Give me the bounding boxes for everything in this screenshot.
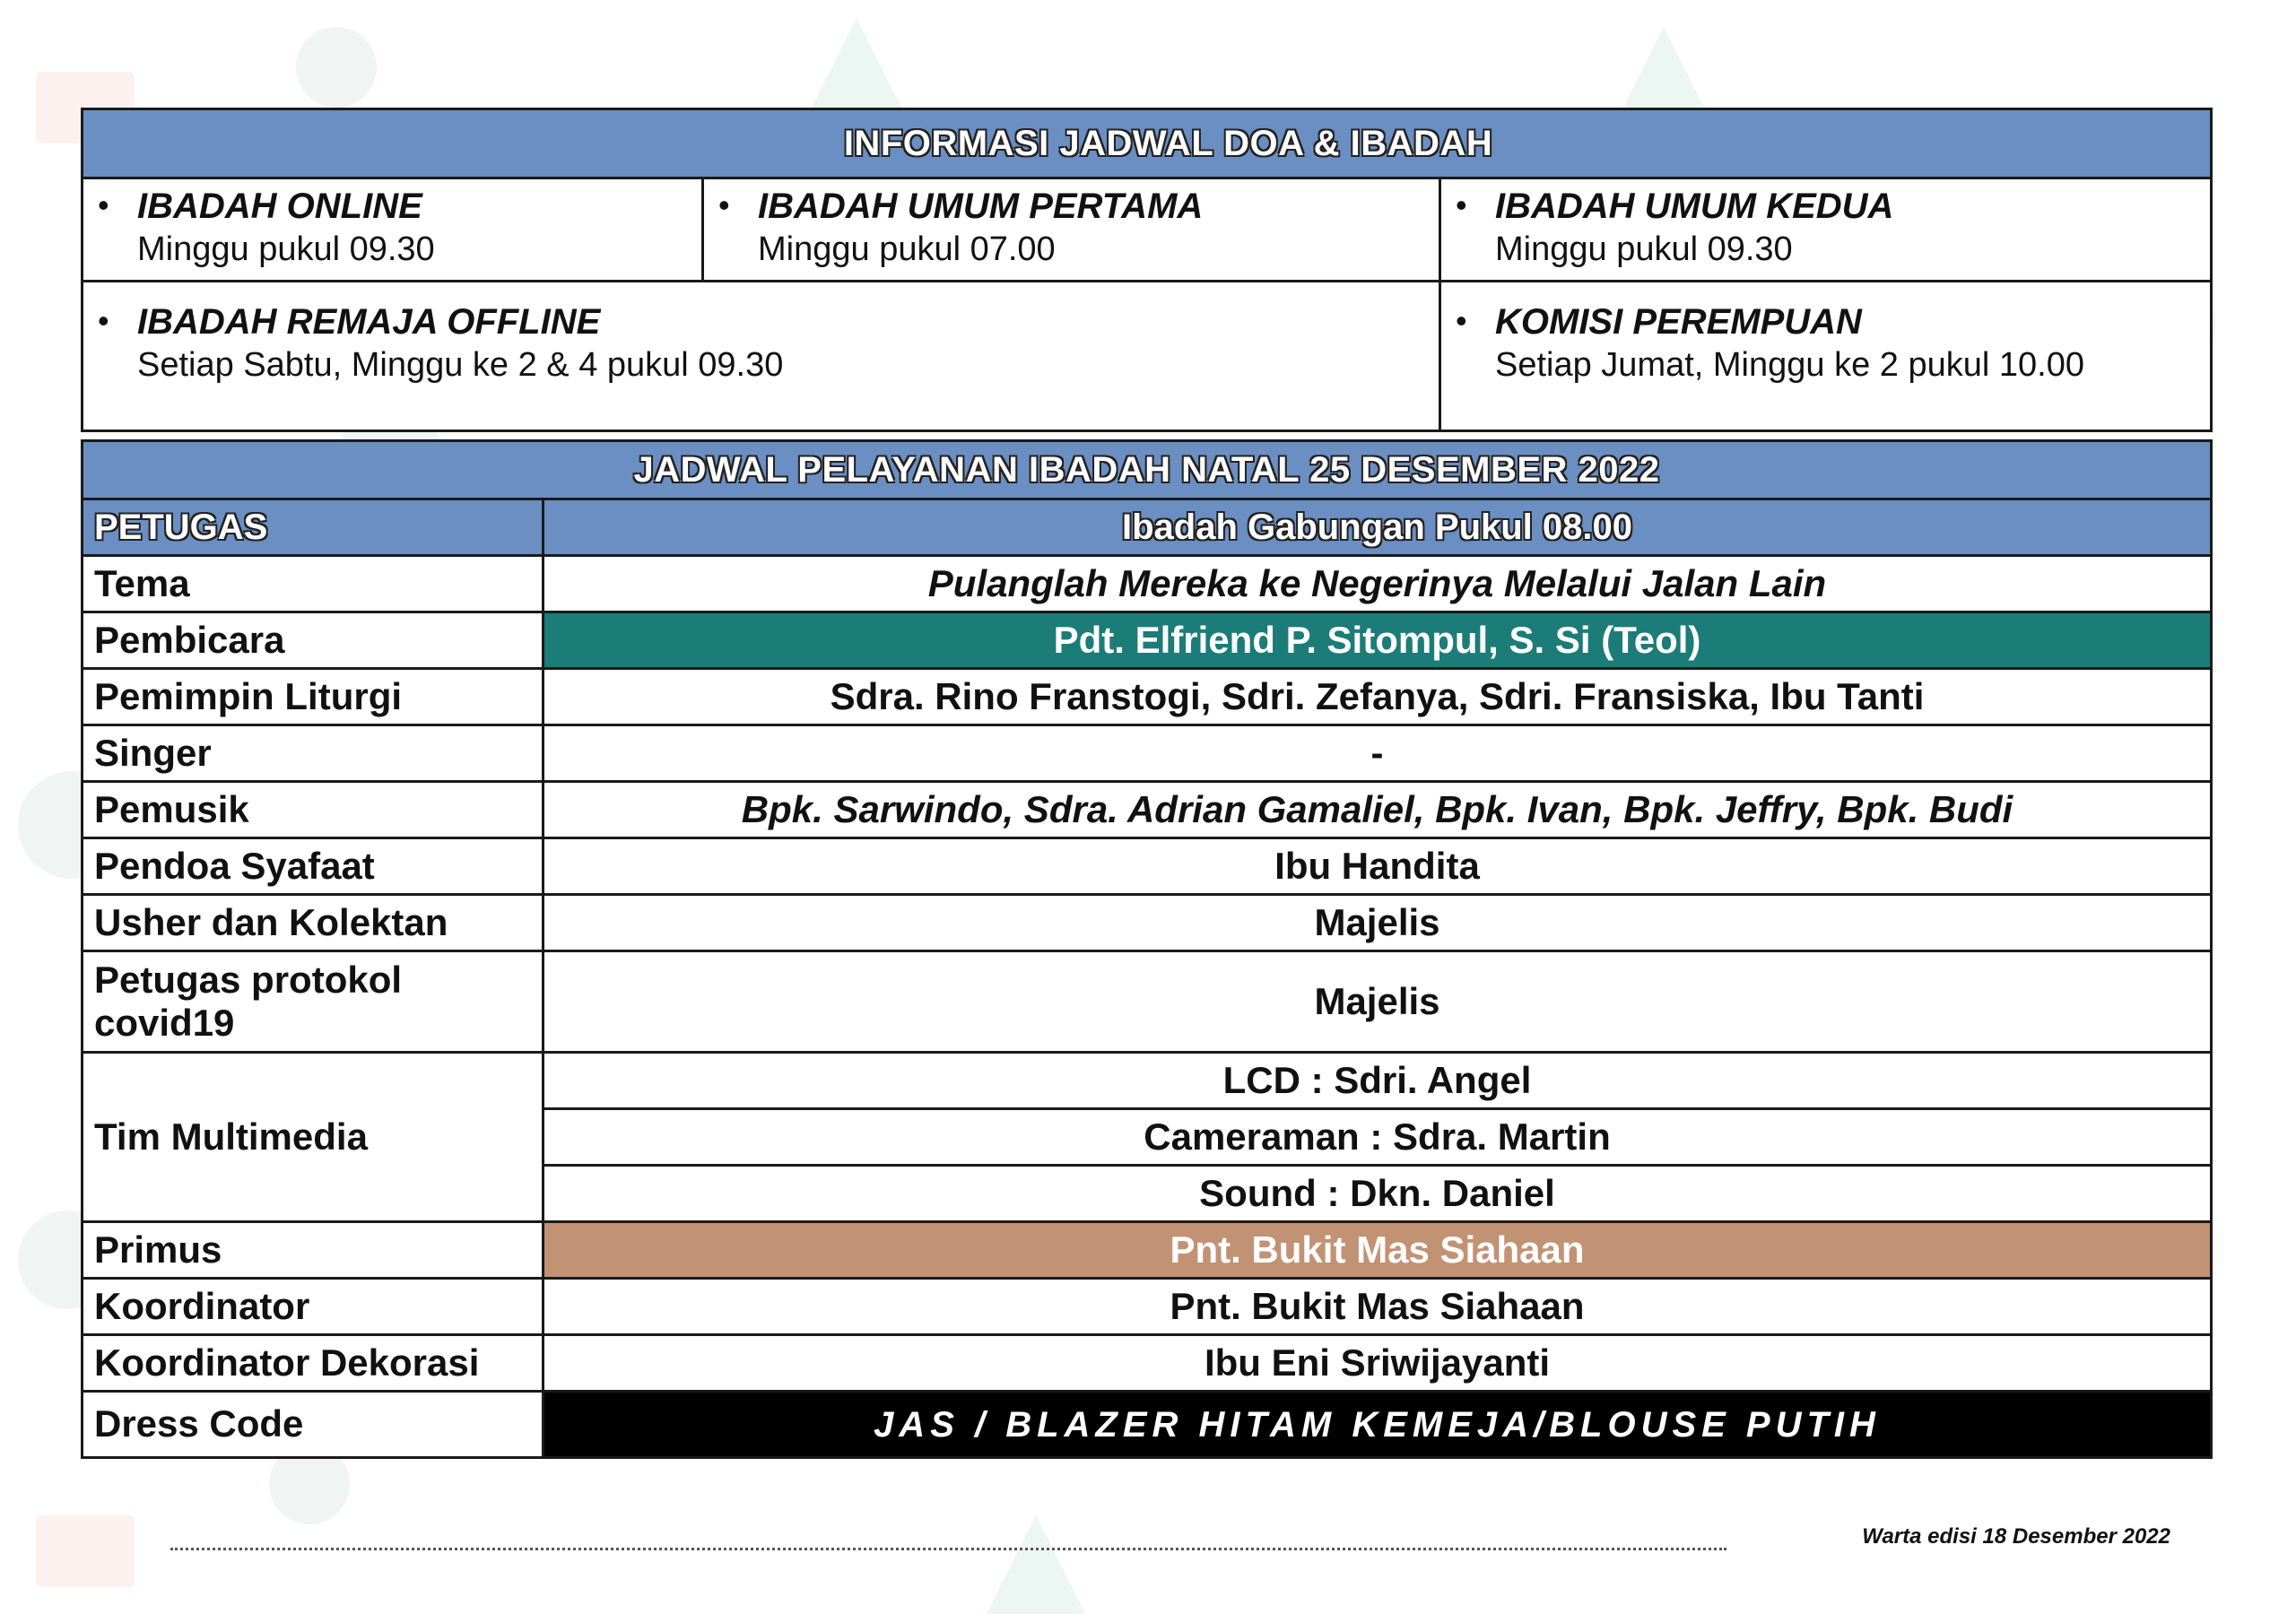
info-item-ibadah-umum-pertama: [703, 178, 1440, 282]
schedule-table: [81, 439, 2213, 1459]
table-row: [83, 556, 2212, 612]
info-item-title: KOMISI PEREMPUAN: [1495, 302, 1862, 342]
dotted-divider: [170, 1548, 1726, 1550]
info-item-komisi-perempuan: [1440, 282, 2212, 431]
info-item-time: Minggu pukul 09.30: [137, 230, 435, 268]
info-item-time: Minggu pukul 09.30: [1495, 230, 1793, 268]
column-header-role: PETUGAS: [83, 499, 544, 556]
primus-value: Pnt. Bukit Mas Siahaan: [544, 1222, 2212, 1279]
multimedia-sound-value: Sound : Dkn. Daniel: [544, 1166, 2212, 1222]
bullet-icon: •: [718, 187, 730, 223]
table-row: [83, 1335, 2212, 1392]
prayer-schedule-info: [81, 108, 2210, 432]
info-item-title: IBADAH REMAJA OFFLINE: [137, 302, 601, 342]
multimedia-lcd-value: LCD : Sdri. Angel: [544, 1053, 2212, 1109]
protocol-officer-value: Majelis: [544, 951, 2212, 1053]
bullet-icon: •: [1456, 187, 1467, 223]
musician-value: Bpk. Sarwindo, Sdra. Adrian Gamaliel, Bpk. Ivan, Bpk. Jeffry, Bpk. Budi: [544, 782, 2212, 838]
row-role: Pemimpin Liturgi: [83, 669, 544, 725]
schedule-title: JADWAL PELAYANAN IBADAH NATAL 25 DESEMBER 2022: [83, 441, 2212, 499]
row-role: Tim Multimedia: [83, 1053, 544, 1222]
row-role: Usher dan Kolektan: [83, 895, 544, 951]
info-item-ibadah-umum-kedua: [1440, 178, 2212, 282]
table-row: [83, 1392, 2212, 1458]
info-item-time: Setiap Jumat, Minggu ke 2 pukul 10.00: [1495, 346, 2084, 384]
bullet-icon: •: [1456, 302, 1467, 339]
bullet-icon: •: [98, 302, 109, 339]
row-role: Pembicara: [83, 612, 544, 669]
info-title: INFORMASI JADWAL DOA & IBADAH: [83, 109, 2212, 178]
decoration-coordinator-value: Ibu Eni Sriwijayanti: [544, 1335, 2212, 1392]
singer-value: -: [544, 725, 2212, 782]
info-item-title: IBADAH UMUM KEDUA: [1495, 187, 1894, 226]
info-item-ibadah-online: [83, 178, 703, 282]
row-role: Koordinator Dekorasi: [83, 1335, 544, 1392]
row-role: Tema: [83, 556, 544, 612]
theme-value: Pulanglah Mereka ke Negerinya Melalui Jalan Lain: [544, 556, 2212, 612]
table-row: [83, 951, 2212, 1053]
table-row: [83, 1222, 2212, 1279]
coordinator-value: Pnt. Bukit Mas Siahaan: [544, 1279, 2212, 1335]
row-role: Singer: [83, 725, 544, 782]
row-role: Dress Code: [83, 1392, 544, 1458]
table-row: [83, 838, 2212, 895]
table-row: [83, 782, 2212, 838]
dress-code-value: JAS / BLAZER HITAM KEMEJA/BLOUSE PUTIH: [544, 1392, 2212, 1458]
usher-value: Majelis: [544, 895, 2212, 951]
edition-note: Warta edisi 18 Desember 2022: [1862, 1524, 2170, 1549]
liturgy-leader-value: Sdra. Rino Franstogi, Sdri. Zefanya, Sdri. Fransiska, Ibu Tanti: [544, 669, 2212, 725]
speaker-value: Pdt. Elfriend P. Sitompul, S. Si (Teol): [544, 612, 2212, 669]
row-role: Pendoa Syafaat: [83, 838, 544, 895]
multimedia-cameraman-value: Cameraman : Sdra. Martin: [544, 1109, 2212, 1166]
row-role: Koordinator: [83, 1279, 544, 1335]
table-row: [83, 895, 2212, 951]
table-row: [83, 1279, 2212, 1335]
info-item-time: Minggu pukul 07.00: [758, 230, 1056, 268]
christmas-service-schedule: [81, 439, 2210, 1459]
info-item-ibadah-remaja-offline: [83, 282, 1440, 431]
info-item-title: IBADAH ONLINE: [137, 187, 422, 226]
row-role: Primus: [83, 1222, 544, 1279]
row-role: Pemusik: [83, 782, 544, 838]
row-role: Petugas protokol covid19: [83, 951, 544, 1053]
table-row: [83, 1053, 2212, 1109]
table-row: [83, 612, 2212, 669]
info-item-time: Setiap Sabtu, Minggu ke 2 & 4 pukul 09.30: [137, 346, 784, 384]
info-table: [81, 108, 2213, 432]
table-row: [83, 725, 2212, 782]
intercessor-value: Ibu Handita: [544, 838, 2212, 895]
table-row: [83, 669, 2212, 725]
bullet-icon: •: [98, 187, 109, 223]
info-item-title: IBADAH UMUM PERTAMA: [758, 187, 1204, 226]
column-header-service: Ibadah Gabungan Pukul 08.00: [544, 499, 2212, 556]
